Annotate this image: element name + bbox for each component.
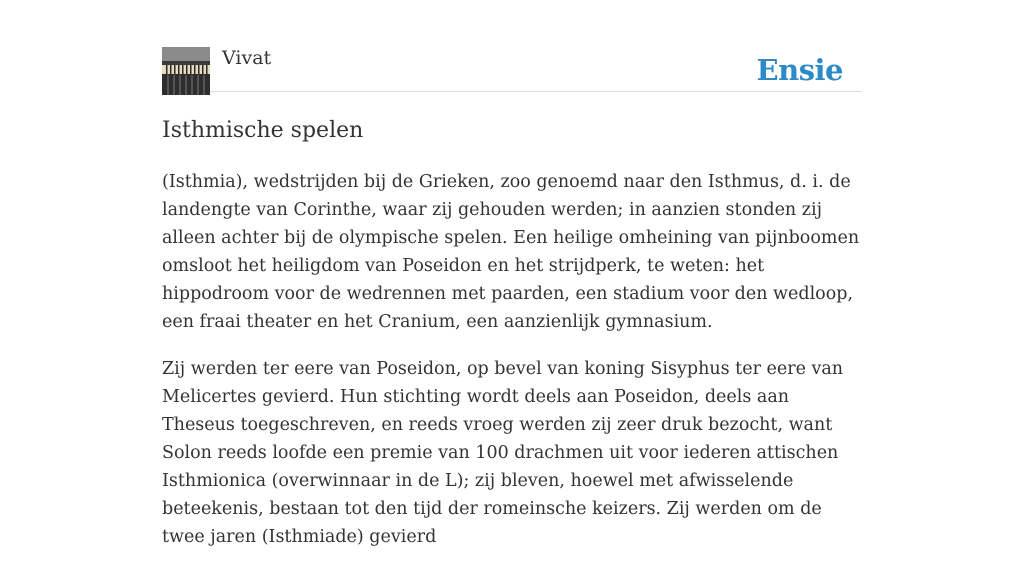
page-title: Isthmische spelen [162, 118, 364, 143]
header [162, 46, 862, 92]
brand-logo[interactable]: Ensie [756, 53, 843, 87]
paragraph: (Isthmia), wedstrijden bij de Grieken, zoo genoemd naar den Isthmus, d. i. de landengte van Corinthe, waar zij gehouden werden; in aanzien stonden zij alleen achter bij de olympische spelen. Een heilige omheining van pijnboomen omsloot het heiligdom van Poseidon en het strijdperk, te weten: het hippodroom voor de wedrennen met paarden, een stadium voor den wedloop, een fraai theater en het Cranium, een aanzienlijk gymnasium. [162, 172, 860, 332]
avatar[interactable] [162, 47, 210, 95]
article-body [162, 168, 862, 570]
paragraph: Zij werden ter eere van Poseidon, op bevel van koning Sisyphus ter eere van Melicertes gevierd. Hun stichting wordt deels aan Poseidon, deels aan Theseus toegeschreven, en reeds vroeg werden zij zeer druk bezocht, want Solon reeds loofde een premie van 100 drachmen uit voor iederen attischen Isthmionica (overwinnaar in de L); zij bleven, hoewel met afwisselende beteekenis, bestaan tot den tijd der romeinsche keizers. Zij werden om de twee jaren (Isthmiade) gevierd [162, 359, 844, 547]
author-name[interactable]: Vivat [222, 47, 272, 69]
avatar-image [162, 47, 210, 95]
